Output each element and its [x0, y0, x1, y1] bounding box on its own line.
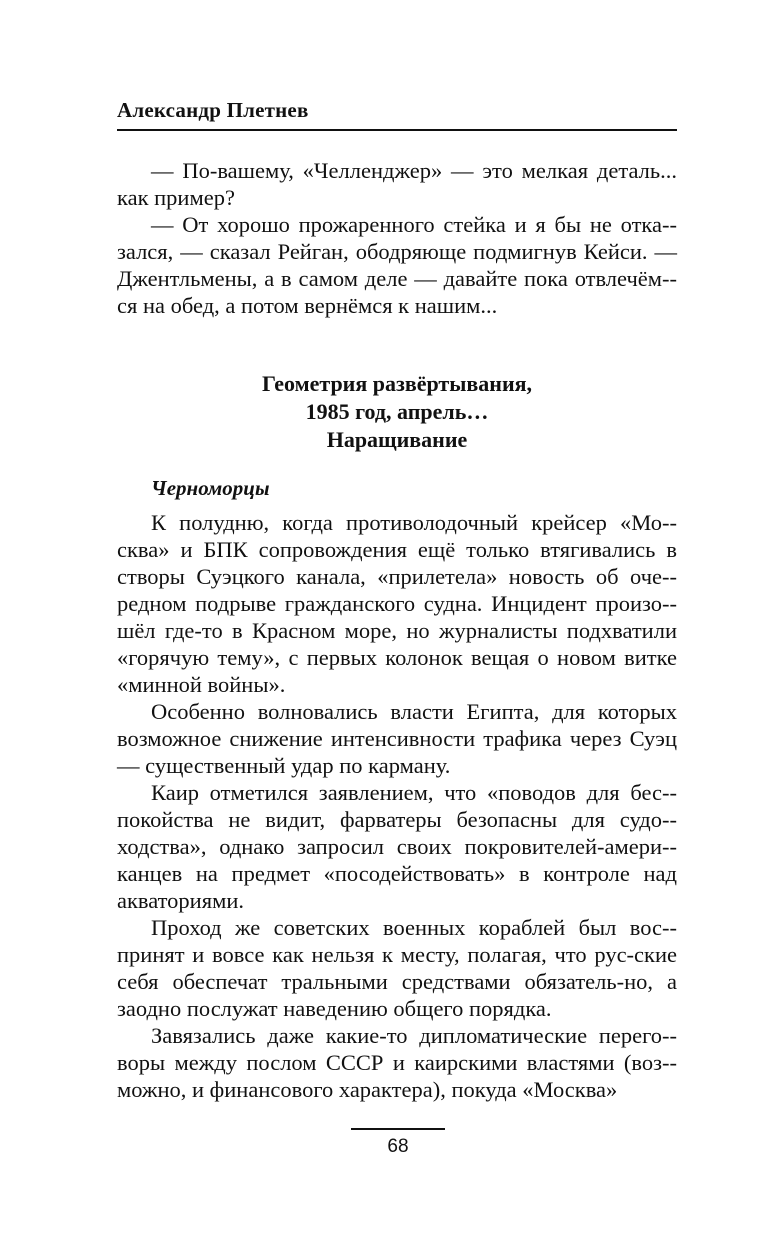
- page-number: 68: [387, 1136, 409, 1157]
- body-text: [117, 509, 677, 1103]
- running-head: Александр Плетнев: [117, 98, 309, 122]
- intro-text: [117, 157, 677, 319]
- paragraph: Проход же советских военных кораблей был вос-принят и вовсе как нельзя к месту, полагая, что рус-ские себя обеспечат тральными средствами обязатель-но, а заодно послужат наведению общего порядка.: [117, 915, 677, 1021]
- paragraph: К полудню, когда противолодочный крейсер «Мо-сква» и БПК сопровождения ещё только втягивались в створы Суэцкого канала, «прилетела» новость об оче-редном подрыве гражданского судна. Инцидент произо-шёл где-то в Красном море, но журналисты подхватили «горячую тему», с первых колонок вещая о новом витке «минной войны».: [117, 510, 677, 697]
- footer-rule: [351, 1128, 445, 1130]
- header-rule: [117, 129, 677, 131]
- paragraph: — По-вашему, «Челленджер» — это мелкая деталь... как пример?: [117, 158, 677, 210]
- paragraph: Завязались даже какие-то дипломатические перего-воры между послом СССР и каирскими властями (воз-можно, и финансового характера), покуда «Москва»: [117, 1023, 677, 1102]
- section-heading-line: 1985 год, апрель…: [305, 399, 489, 424]
- paragraph: — От хорошо прожаренного стейка и я бы не отка-зался, — сказал Рейган, ободряюще подмигнув Кейси. — Джентльмены, а в самом деле — давайте пока отвлечём-ся на обед, а потом вернёмся к нашим...: [117, 212, 677, 318]
- paragraph: Особенно волновались власти Египта, для которых возможное снижение интенсивности трафика через Суэц — существенный удар по карману.: [117, 699, 677, 778]
- paragraph: Каир отметился заявлением, что «поводов для бес-покойства не видит, фарватеры безопасны для судо-ходства», однако запросил своих покровителей-амери-канцев на предмет «посодействовать» в контроле над акваториями.: [117, 780, 677, 913]
- section-heading-line: Геометрия развёртывания,: [261, 371, 533, 396]
- section-heading: [117, 370, 677, 454]
- section-heading-line: Наращивание: [326, 427, 468, 452]
- subheading: Черноморцы: [151, 476, 270, 500]
